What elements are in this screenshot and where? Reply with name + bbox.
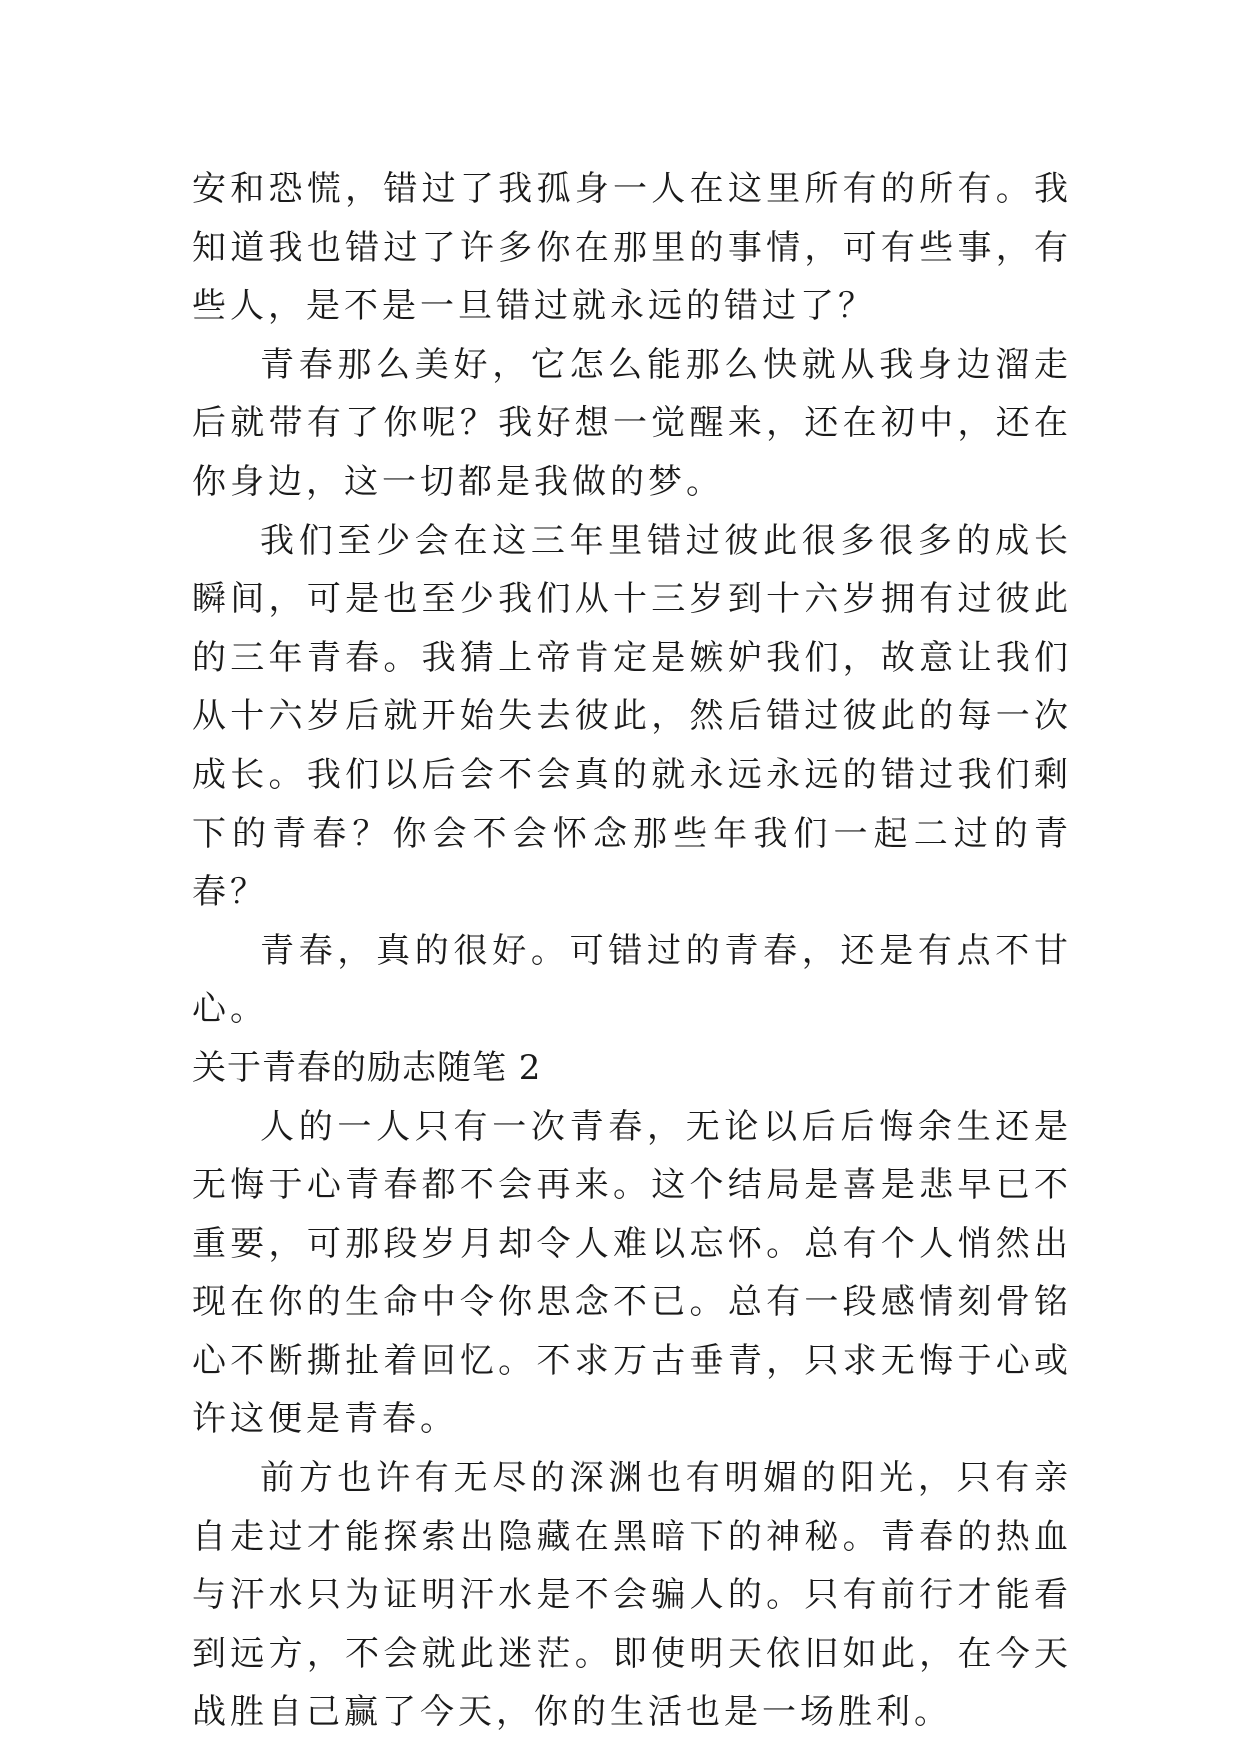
paragraph-2: 青春那么美好，它怎么能那么快就从我身边溜走后就带有了你呢？我好想一觉醒来，还在初中，还在你身边，这一切都是我做的梦。 bbox=[192, 344, 1072, 502]
document-body bbox=[192, 160, 1072, 1742]
paragraph-4: 青春，真的很好。可错过的青春，还是有点不甘心。 bbox=[192, 930, 1072, 1030]
paragraph-6: 前方也许有无尽的深渊也有明媚的阳光，只有亲自走过才能探索出隐藏在黑暗下的神秘。青春的热血与汗水只为证明汗水是不会骗人的。只有前行才能看到远方，不会就此迷茫。即使明天依旧如此，在今天战胜自己赢了今天，你的生活也是一场胜利。 bbox=[192, 1458, 1072, 1733]
section-heading: 关于青春的励志随笔 2 bbox=[192, 1047, 542, 1088]
paragraph-5: 人的一人只有一次青春，无论以后后悔余生还是无悔于心青春都不会再来。这个结局是喜是悲早已不重要，可那段岁月却令人难以忘怀。总有个人悄然出现在你的生命中令你思念不已。总有一段感情刻骨铭心不断撕扯着回忆。不求万古垂青，只求无悔于心或许这便是青春。 bbox=[192, 1106, 1072, 1440]
paragraph-3: 我们至少会在这三年里错过彼此很多很多的成长瞬间，可是也至少我们从十三岁到十六岁拥有过彼此的三年青春。我猜上帝肯定是嫉妒我们，故意让我们从十六岁后就开始失去彼此，然后错过彼此的每一次成长。我们以后会不会真的就永远永远的错过我们剩下的青春？你会不会怀念那些年我们一起二过的青春？ bbox=[192, 520, 1072, 913]
paragraph-1: 安和恐慌，错过了我孤身一人在这里所有的所有。我知道我也错过了许多你在那里的事情，可有些事，有些人，是不是一旦错过就永远的错过了？ bbox=[192, 169, 1072, 327]
